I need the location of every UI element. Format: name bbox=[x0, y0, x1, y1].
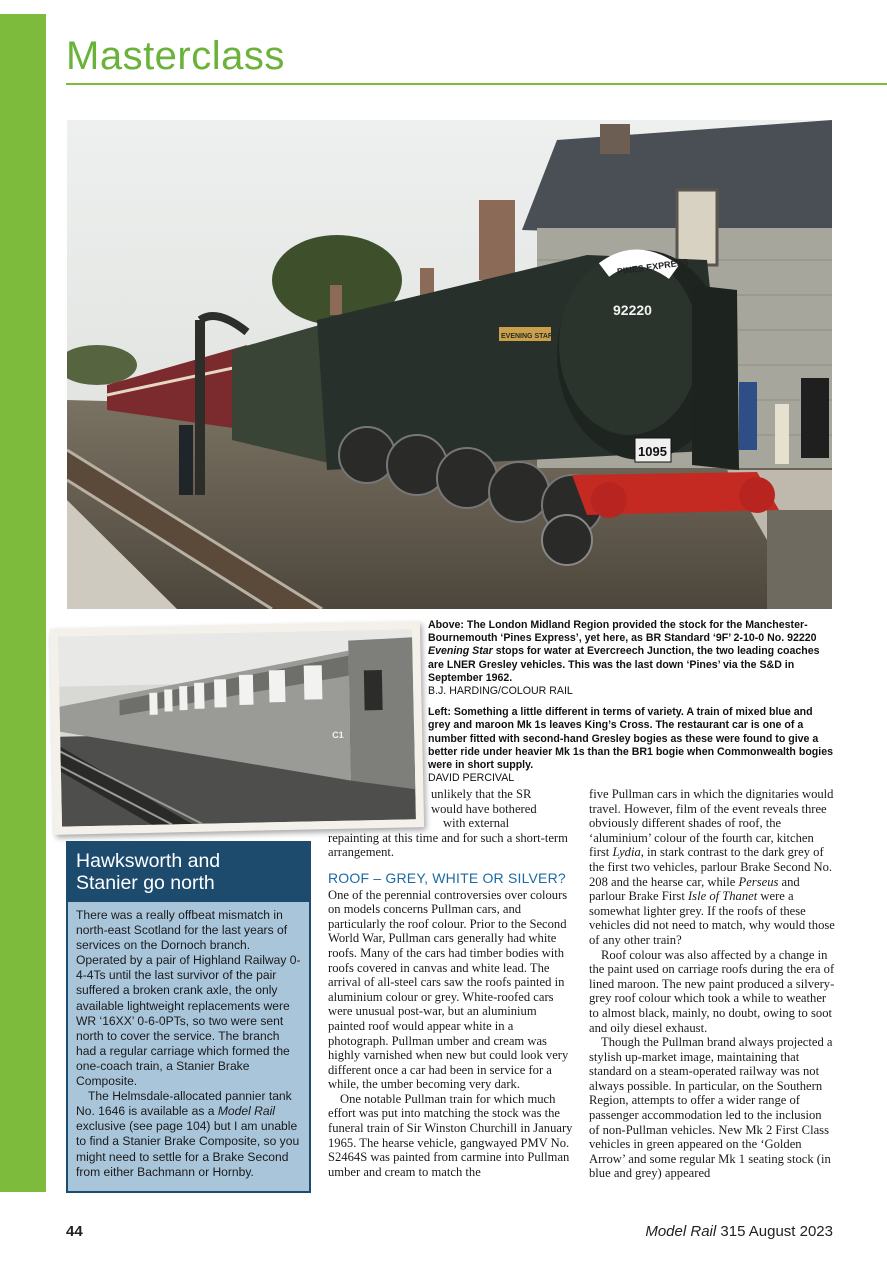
caption-above: Above: The London Midland Region provided the stock for the Manchester-Bournemouth ‘Pines Express’, yet here, as BR Standard ‘9F’ 2-10-0 No. 92220 Evening Star stops for water at Evercreech Junction, the two leading coaches are LNER Gresley vehicles. This was the last down ‘Pines’ via the S&D in September 1962. B.J. HARDING/COLOUR RAIL bbox=[428, 619, 833, 698]
page-number: 44 bbox=[66, 1223, 83, 1240]
body-paragraph: five Pullman cars in which the dignitaries would travel. However, film of the event reveals three obviously different shades of roof, the ‘aluminium’ colour of the fourth car, kitchen first Lydia, in stark contrast to the dark grey of the first two vehicles, parlour Brake Second No. 208 and the hearse car, while Perseus and parlour Brake First Isle of Thanet were a somewhat lighter grey. If the roofs of these vehicles did not need to match, why would those of any other train? bbox=[589, 787, 835, 947]
body-paragraph: Though the Pullman brand always projected a stylish up-market image, maintaining that standard on a steam-operated railway was not always possible. In particular, on the Southern Region, attempts to offer a wider range of passenger accommodation led to the inclusion of non-Pullman vehicles. New Mk 2 First Class vehicles in green appeared on the ‘Golden Arrow’ and some regular Mk 1 seating stock (in blue and grey) appeared bbox=[589, 1035, 833, 1181]
sidebar-paragraph: The Helmsdale-allocated pannier tank No. 1646 is available as a Model Rail exclusive (see page 104) but I am unable to find a Stanier Brake Composite, so you might need to settle for a Brake Second from either Bachmann or Hornby. bbox=[76, 1089, 300, 1179]
article-column-2 bbox=[328, 787, 574, 1179]
sidebar-body bbox=[68, 902, 309, 1180]
title-rule bbox=[66, 83, 887, 85]
lead-rest: repainting at this time and for such a short-term arrangement. bbox=[328, 830, 568, 860]
caption-left: Left: Something a little different in terms of variety. A train of mixed blue and grey and maroon Mk 1s leaves King’s Cross. The restaurant car is one of a number fitted with second-hand Gresley bogies as these were found to give a better ride under heavier Mk 1s than the BR1 bogie when Commonwealth bogies were in short supply. DAVID PERCIVAL bbox=[428, 706, 833, 785]
section-title: Masterclass bbox=[66, 34, 285, 78]
body-paragraph: Roof colour was also affected by a change in the paint used on carriage roofs during the era of lined maroon. The new paint produced a silvery-grey roof colour which took a while to weather to almost black, mainly, no doubt, owing to soot and oily diesel exhaust. bbox=[589, 947, 835, 1035]
magazine-issue: Model Rail 315 August 2023 bbox=[645, 1223, 833, 1240]
caption-left-credit: DAVID PERCIVAL bbox=[428, 772, 515, 785]
body-paragraph: One of the perennial controversies over colours on models concerns Pullman cars, and particularly the roof colour. Prior to the Second World War, Pullman cars generally had white roofs. Many of the cars had timber bodies with roofs covered in canvas and white lead. The arrival of all-steel cars saw the roofs painted in aluminium colour or grey. White-roofed cars were unusual post-war, but an aluminium painted roof would appear white in a photograph. Pullman umber and cream was highly varnished when new but could look very different once a car had been in service for a while, the umber becoming very dark. bbox=[328, 887, 569, 1092]
sidebar-heading: Hawksworth and Stanier go north bbox=[68, 843, 309, 902]
photo-captions bbox=[428, 619, 833, 793]
loco-number: 92220 bbox=[613, 302, 652, 318]
article-column-3 bbox=[589, 787, 835, 1181]
main-photo-evening-star bbox=[67, 120, 832, 609]
nameplate: EVENING STAR bbox=[501, 333, 553, 340]
sidebar-box bbox=[66, 841, 311, 1193]
edge-color-bar bbox=[0, 14, 46, 1192]
headboard-text: PINES EXPRESS bbox=[616, 256, 690, 277]
wrapped-lines: unlikely that the SR would have bothered with external bbox=[431, 787, 537, 831]
body-paragraph: One notable Pullman train for which much effort was put into matching the stock was the funeral train of Sir Winston Churchill in January 1965. The hearse vehicle, gangwayed PMV No. S2464S was painted from carmine into Pullman umber and cream to match the bbox=[328, 1091, 573, 1179]
coach-label: C1 bbox=[332, 729, 344, 741]
sidebar-paragraph: There was a really offbeat mismatch in north-east Scotland for the last years of services on the Dornoch branch. Operated by a pair of Highland Railway 0-4-4Ts until the last survivor of the pair suffered a broken crank axle, the only available lightweight replacements were WR ‘16XX’ 0-6-0PTs, so two were sent north to cover the service. The branch had a regular carriage which formed the one-coach train, a Stanier Brake Composite. bbox=[76, 908, 301, 1089]
caption-above-credit: B.J. HARDING/COLOUR RAIL bbox=[428, 685, 573, 698]
reporting-number: 1095 bbox=[638, 444, 667, 459]
subheading: ROOF – GREY, WHITE OR SILVER? bbox=[328, 869, 566, 886]
